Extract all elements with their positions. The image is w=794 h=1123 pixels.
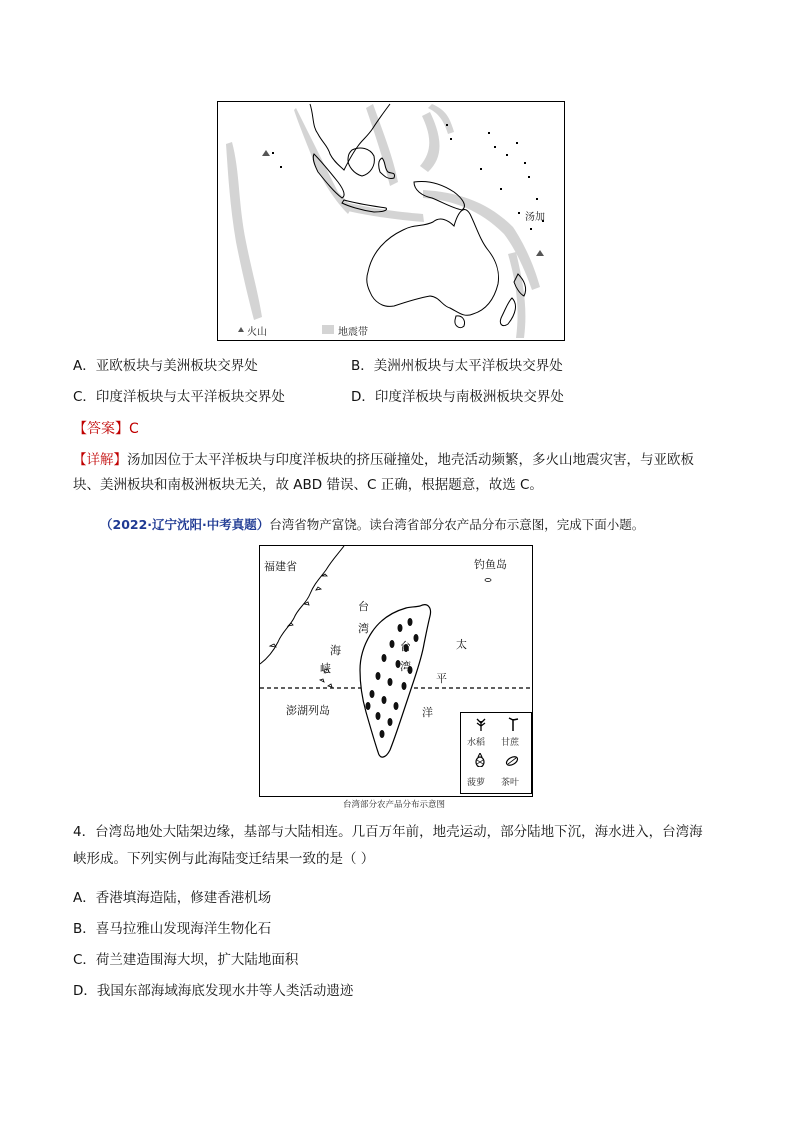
island-char-2: 湾 [400,660,411,673]
pacific-char-2: 平 [436,672,447,685]
volcano-legend-label: 火山 [247,327,267,338]
strait-char-4: 峡 [320,662,331,675]
crop-legend [460,712,532,794]
answer-tag: 【答案】 [73,421,129,437]
detail-line-1: 汤加因位于太平洋板块与印度洋板块的挤压碰撞处，地壳活动频繁，多火山地震灾害，与亚欧板 [127,452,694,468]
tasmania-outline [455,316,465,328]
q4-option-d: D．我国东部海域海底发现水井等人类活动遗迹 [73,983,354,999]
intro-text: 台湾省物产富饶。读台湾省部分农产品分布示意图，完成下面小题。 [269,517,645,532]
diaoyu-label: 钓鱼岛 [474,558,507,571]
quake-band-java [344,202,424,222]
diaoyu-island [485,579,491,582]
taiwan-island [360,605,431,757]
q4-option-c: C．荷兰建造围海大坝，扩大陆地面积 [73,952,299,968]
quake-band-indian-ridge [226,142,262,320]
strait-char-3: 海 [330,644,341,657]
q4-stem-line-1: 4．台湾岛地处大陆架边缘，基部与大陆相连。几百万年前，地壳运动，部分陆地下沉，海水进入，台湾海 [73,824,703,840]
earthquake-bands [226,104,540,338]
question-intro [100,515,644,533]
q3-option-a: A．亚欧板块与美洲板块交界处 [73,358,258,374]
fujian-label: 福建省 [264,560,297,573]
pacific-char-1: 太 [456,638,467,651]
q3-answer [73,418,139,438]
taiwan-map [259,545,533,797]
quake-legend-label: 地震带 [338,327,368,338]
quake-band-pacific-north [420,112,440,172]
strait-char-2: 湾 [358,622,369,635]
q3-detail [73,448,733,498]
legend-sugarcane: 甘蔗 [501,738,520,748]
detail-tag: 【详解】 [73,452,127,468]
strait-char-1: 台 [358,600,369,613]
question-source: （2022·辽宁沈阳·中考真题） [100,517,270,532]
pineapple-icon [473,753,487,767]
new-zealand-south [500,298,515,326]
q4-stem [73,820,703,871]
plate-map-drawing [218,102,564,340]
volcano-markers [262,150,544,256]
answer-value: C [129,421,139,437]
sugarcane-icon [507,717,519,731]
volcano-legend-icon [238,327,244,332]
q4-option-b: B．喜马拉雅山发现海洋生物化石 [73,921,272,937]
q3-option-b: B．美洲州板块与太平洋板块交界处 [351,358,563,374]
q3-option-c: C．印度洋板块与太平洋板块交界处 [73,389,285,405]
legend-tea: 茶叶 [501,778,520,788]
penghu-label: 澎湖列岛 [286,704,330,717]
q4-option-a: A．香港填海造陆，修建香港机场 [73,890,272,906]
q3-option-d: D．印度洋板块与南极洲板块交界处 [351,389,564,405]
legend-rice: 水稻 [467,738,486,748]
tea-icon [505,755,519,767]
plate-map [217,101,565,341]
island-char-1: 台 [400,640,411,653]
pacific-char-3: 洋 [422,706,433,719]
detail-line-2: 块、美洲板块和南极洲板块无关，故 ABD 错误、C 正确，根据题意，故选 C。 [73,477,543,493]
rice-icon [475,717,487,731]
q4-stem-line-2: 峡形成。下列实例与此海陆变迁结果一致的是（ ） [73,851,375,867]
quake-legend-swatch [322,325,334,334]
borneo-island [348,148,374,176]
tonga-label: 汤加 [525,212,545,223]
legend-pineapple: 菠萝 [467,778,486,788]
taiwan-map-caption: 台湾部分农产品分布示意图 [343,800,446,810]
australia-outline [367,210,499,316]
